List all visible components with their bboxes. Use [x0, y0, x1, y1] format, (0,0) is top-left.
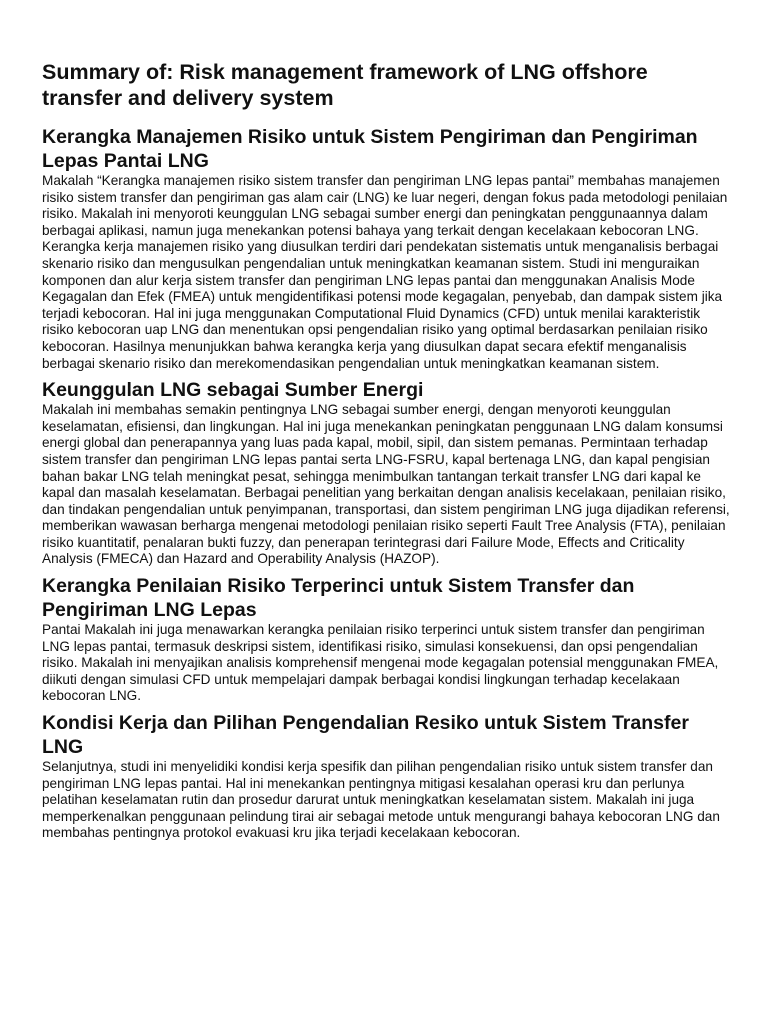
section-heading: Kondisi Kerja dan Pilihan Pengendalian Resiko untuk Sistem Transfer LNG [42, 712, 689, 759]
section-heading: Keunggulan LNG sebagai Sumber Energi [42, 379, 424, 402]
section-risk-management-framework [42, 125, 730, 372]
section-heading: Kerangka Penilaian Risiko Terperinci untuk Sistem Transfer dan Pengiriman LNG Lepas [42, 575, 635, 622]
document-title: Summary of: Risk management framework of LNG offshore transfer and delivery system [42, 60, 648, 110]
section-body: Pantai Makalah ini juga menawarkan kerangka penilaian risiko terperinci untuk sistem transfer dan pengiriman LNG lepas pantai, termasuk deskripsi sistem, identifikasi risiko, simulasi konsekuensi, dan opsi pengendalian risiko. Makalah ini menyajikan analisis komprehensif mengenai mode kegagalan potensial menggunakan FMEA, diikuti dengan simulasi CFD untuk mempelajari dampak berbagai kondisi lingkungan terhadap kecelakaan kebocoran LNG. [42, 622, 719, 704]
section-working-conditions [42, 711, 730, 842]
section-body: Selanjutnya, studi ini menyelidiki kondisi kerja spesifik dan pilihan pengendalian risiko untuk sistem transfer dan pengiriman LNG lepas pantai. Hal ini menekankan pentingnya mitigasi kesalahan operasi kru dan perlunya pelatihan keselamatan rutin dan prosedur darurat untuk meningkatkan keselamatan sistem. Makalah ini juga memperkenalkan penggunaan pelindung tirai air sebagai metode untuk mengurangi bahaya kebocoran LNG dan membahas pentingnya protokol evakuasi kru jika terjadi kecelakaan kebocoran. [42, 759, 720, 841]
section-heading: Kerangka Manajemen Risiko untuk Sistem Pengiriman dan Pengiriman Lepas Pantai LNG [42, 126, 698, 172]
section-detailed-risk-assessment [42, 574, 730, 705]
section-lng-advantages [42, 378, 730, 568]
section-body: Makalah “Kerangka manajemen risiko sistem transfer dan pengiriman LNG lepas pantai” membahas manajemen risiko sistem transfer dan pengiriman gas alam cair (LNG) ke luar negeri, dengan fokus pada metodologi penilaian risiko. Makalah ini menyoroti keunggulan LNG sebagai sumber energi dan peningkatan penggunaannya dalam berbagai aplikasi, namun juga menekankan potensi bahaya yang terkait dengan kecelakaan kebocoran LNG. Kerangka kerja manajemen risiko yang diusulkan terdiri dari pendekatan sistematis untuk menganalisis berbagai skenario risiko dan mengusulkan pengendalian untuk meningkatkan keamanan sistem. Studi ini menguraikan komponen dan alur kerja sistem transfer dan pengiriman LNG lepas pantai dan menggunakan Analisis Mode Kegagalan dan Efek (FMEA) untuk mengidentifikasi potensi mode kegagalan, penyebab, dan dampak sistem jika terjadi kebocoran. Hal ini juga menggunakan Computational Fluid Dynamics (CFD) untuk menilai karakteristik risiko kebocoran uap LNG dan menentukan opsi pengendalian risiko yang optimal berdasarkan penilaian risiko kebocoran. Hasilnya menunjukkan bahwa kerangka kerja yang diusulkan dapat secara efektif menganalisis berbagai skenario risiko dan merekomendasikan pengendalian untuk meningkatkan keamanan sistem. [42, 173, 728, 371]
section-body: Makalah ini membahas semakin pentingnya LNG sebagai sumber energi, dengan menyoroti keunggulan keselamatan, efisiensi, dan lingkungan. Hal ini juga menekankan peningkatan penggunaan LNG dalam konsumsi energi global dan penerapannya yang luas pada kapal, mobil, sipil, dan sistem pemanas. Permintaan terhadap sistem transfer dan pengiriman LNG lepas pantai serta LNG-FSRU, kapal bertenaga LNG, dan kapal pengisian bahan bakar LNG telah meningkat pesat, sehingga menimbulkan tantangan terkait transfer LNG dari kapal ke kapal dan masalah keselamatan. Berbagai penelitian yang berkaitan dengan analisis kecelakaan, penilaian risiko, dan tindakan pengendalian untuk penyimpanan, transportasi, dan sistem pengiriman LNG juga dijadikan referensi, memberikan wawasan berharga mengenai metodologi penilaian risiko seperti Fault Tree Analysis (FTA), penilaian risiko kuantitatif, penalaran bukti fuzzy, dan penerapan terintegrasi dari Failure Mode, Effects and Criticality Analysis (FMECA) dan Hazard and Operability Analysis (HAZOP). [42, 402, 730, 567]
